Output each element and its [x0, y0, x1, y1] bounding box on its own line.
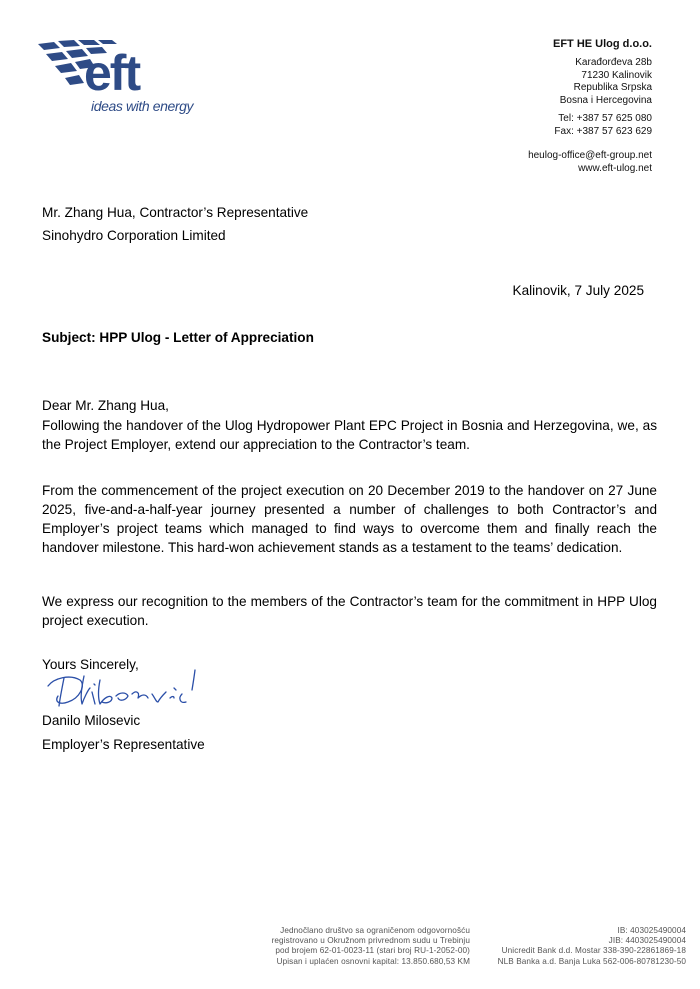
footer-line: Jednočlano društvo sa ograničenom odgovornošću	[280, 926, 470, 935]
logo-tagline: ideas with energy	[91, 98, 194, 114]
company-fax: Fax: +387 57 623 629	[554, 125, 652, 137]
footer-line: registrovano u Okružnom privrednom sudu u Trebinju	[271, 936, 470, 946]
recipient-line: Mr. Zhang Hua, Contractor’s Representative	[42, 205, 309, 220]
recipient-line: Sinohydro Corporation Limited	[42, 228, 226, 243]
address-line: 71230 Kalinovik	[581, 69, 652, 81]
footer-legal-info	[272, 926, 470, 967]
logo-wordmark: eft	[84, 45, 140, 101]
recipient-block	[42, 203, 308, 245]
address-line: Bosna i Hercegovina	[559, 94, 652, 106]
signer-name: Danilo Milosevic	[42, 713, 141, 728]
footer-line: JIB: 4403025490004	[608, 936, 686, 946]
footer-line: NLB Banka a.d. Banja Luka 562-006-80781230-50	[497, 956, 686, 966]
letter-date: Kalinovik, 7 July 2025	[512, 283, 644, 298]
company-email-link[interactable]: heulog-office@eft-group.net	[528, 150, 652, 161]
letter-paragraph: From the commencement of the project execution on 20 December 2019 to the handover on 27 June 2025, five-and-a-half-year journey presented a number of challenges to both Contractor’s and Employer’s project teams which managed to find ways to overcome them and finally reach the handover milestone. This hard-won achievement stands as a testament to the teams’ dedication.	[42, 483, 657, 555]
address-line: Karađorđeva 28b	[575, 57, 652, 68]
company-name: EFT HE Ulog d.o.o.	[553, 38, 652, 50]
footer-line: pod brojem 62-01-0023-11 (stari broj RU-1-2052-00)	[275, 946, 470, 956]
company-website-link[interactable]: www.eft-ulog.net	[578, 162, 652, 174]
footer-line: Unicredit Bank d.d. Mostar 338-390-22861869-18	[501, 946, 686, 956]
handwritten-signature	[40, 658, 210, 712]
company-contact-block	[528, 150, 652, 175]
company-tel: Tel: +387 57 625 080	[558, 113, 652, 124]
footer-bank-info	[498, 926, 686, 967]
signer-title: Employer’s Representative	[42, 737, 205, 752]
letter-paragraph: Following the handover of the Ulog Hydropower Plant EPC Project in Bosnia and Herzegovina, we, as the Project Employer, extend our appreciation to the Contractor’s team.	[42, 418, 657, 452]
letter-closing: Yours Sincerely,	[42, 657, 139, 672]
company-phone-block	[554, 113, 652, 138]
address-line: Republika Srpska	[573, 82, 652, 93]
letter-subject: Subject: HPP Ulog - Letter of Appreciation	[42, 330, 314, 345]
footer-line: Upisan i uplaćen osnovni kapital: 13.850.680,53 KM	[276, 956, 470, 966]
footer-line: IB: 403025490004	[617, 926, 686, 935]
letter-greeting: Dear Mr. Zhang Hua,	[42, 398, 169, 413]
company-address	[560, 57, 652, 107]
signer-block	[42, 711, 205, 754]
letter-paragraph: We express our recognition to the members of the Contractor’s team for the commitment in HPP Ulog project execution.	[42, 594, 657, 628]
